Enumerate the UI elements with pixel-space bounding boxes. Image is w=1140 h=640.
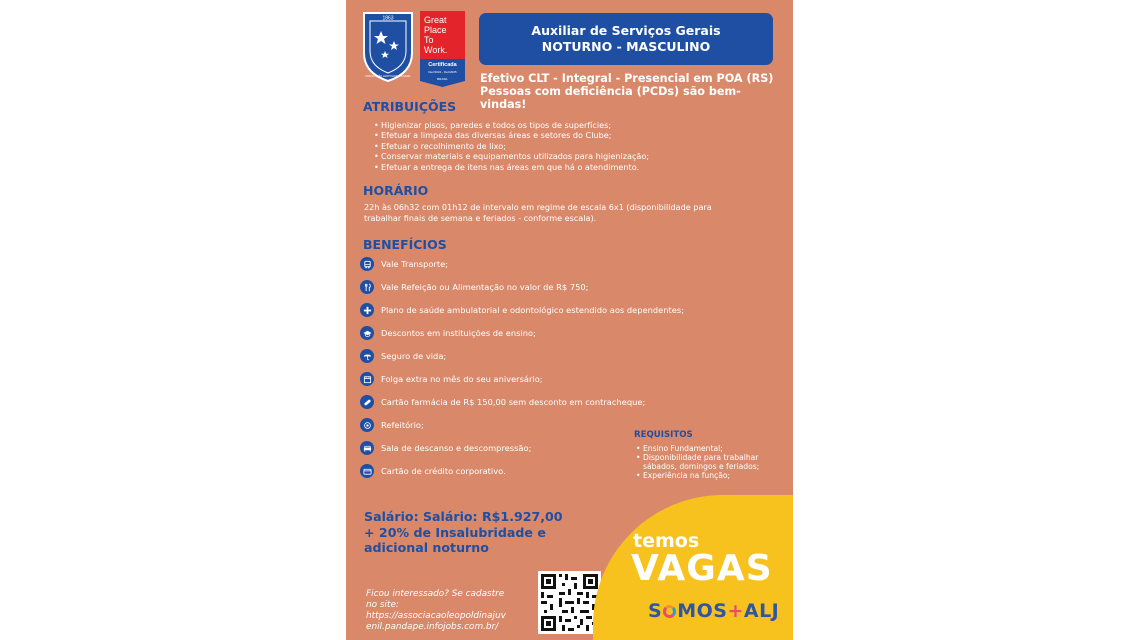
benefit-item [360,440,531,456]
list-item: • Conservar materiais e equipamentos utilizados para higienização; [374,151,754,161]
somos-alj: ALJ [743,600,780,622]
contact-line: no site: [366,600,399,610]
benefit-item [360,256,448,272]
job-title: Auxiliar de Serviços Gerais [531,23,721,38]
contact-info [366,589,526,633]
job-title-box [479,13,773,65]
benefit-label: Seguro de vida; [381,351,447,361]
benefit-label: Refeitório; [381,420,424,430]
gptw-country: BRASIL [437,77,448,81]
benefit-item [360,302,684,318]
benefit-label: Sala de descanso e descompressão; [381,443,532,453]
salary-line: adicional noturno [364,540,489,555]
section-heading-beneficios: BENEFÍCIOS [363,237,447,252]
benefit-label: Descontos em instituições de ensino; [381,328,536,338]
meal-icon [360,418,374,432]
list-item: • Ensino Fundamental; [636,444,786,453]
section-heading-atribuicoes: ATRIBUIÇÕES [363,99,457,114]
list-item: • Efetuar o recolhimento de lixo; [374,141,754,151]
contact-url[interactable]: https://associacaoleopoldinajuv [366,611,506,621]
benefit-item [360,463,506,479]
salary-line: + 20% de Insalubridade e [364,524,546,540]
bus-icon [360,257,374,271]
list-item: • Experiência na função; [636,471,786,480]
health-icon [360,303,374,317]
requisitos-list [636,444,786,480]
section-heading-horario: HORÁRIO [363,183,429,198]
association-year: 1863 [382,15,394,22]
card-icon [360,464,374,478]
gptw-badge [420,11,465,87]
somos-o-icon [663,605,676,618]
somos-mos: MOS [677,600,728,622]
benefit-label: Vale Refeição ou Alimentação no valor de R$ 750; [381,282,589,292]
contact-url[interactable]: enil.pandape.infojobs.com.br/ [366,622,499,632]
umbrella-icon [360,349,374,363]
gptw-great: Great [424,15,447,25]
contract-info: Efetivo CLT - Integral - Presencial em POA (RS) [480,72,774,85]
gptw-place: Place [424,25,447,35]
contact-line: Ficou interessado? Se cadastre [366,589,505,599]
list-item: • Higienizar pisos, paredes e todos os tipos de superfícies; [374,120,754,130]
benefit-item [360,348,446,364]
job-shift: NOTURNO - MASCULINO [541,39,711,54]
list-item: • Efetuar a limpeza das diversas áreas e setores do Clube; [374,130,754,140]
pill-icon [360,395,374,409]
somos-plus: + [727,600,744,622]
benefit-item [360,279,588,295]
list-item: • Efetuar a entrega de itens nas áreas em que há o atendimento. [374,162,754,172]
benefit-label: Folga extra no mês do seu aniversário; [381,374,543,384]
benefit-item [360,417,424,433]
benefit-label: Cartão farmácia de R$ 150,00 sem desconto em contracheque; [381,397,646,407]
benefit-item [360,394,645,410]
salary-info [364,509,564,556]
atribuicoes-list [374,120,754,172]
qr-code[interactable] [538,571,601,634]
calendar-icon [360,372,374,386]
horario-text: 22h às 06h32 com 01h12 de intervalo em regime de escala 6x1 (disponibilidade para trabalhar finais de semana e feriados - conforme escala). [364,202,712,223]
benefit-label: Vale Transporte; [381,259,448,269]
temos-label: temos [633,530,700,552]
benefit-item [360,371,543,387]
vagas-label: VAGAS [631,548,773,589]
somos-s: S [648,600,663,622]
benefit-label: Cartão de crédito corporativo. [381,466,506,476]
gptw-period: Dez/2024 - Dez/2025 [428,70,457,74]
pcd-notice: Pessoas com deficiência (PCDs) são bem-vindas! [480,85,741,111]
benefit-label: Plano de saúde ambulatorial e odontológico estendido aos dependentes; [381,305,684,315]
association-name: ASSOCIAÇÃO LEOPOLDINA JUVENIL [365,75,411,78]
section-heading-requisitos: REQUISITOS [634,430,693,440]
salary-line: Salário: Salário: R$1.927,00 [364,509,563,524]
gptw-work: Work. [424,45,448,55]
job-poster [346,0,793,640]
association-logo [360,9,416,83]
sofa-icon [360,441,374,455]
graduation-cap-icon [360,326,374,340]
job-subtitle [480,72,785,111]
gptw-to: To [424,35,434,45]
somos-alj-logo [648,600,779,622]
list-item: • Disponibilidade para trabalhar sábados, domingos e feriados; [636,453,786,471]
cutlery-icon [360,280,374,294]
benefit-item [360,325,536,341]
gptw-certified: Certificada [428,62,457,68]
